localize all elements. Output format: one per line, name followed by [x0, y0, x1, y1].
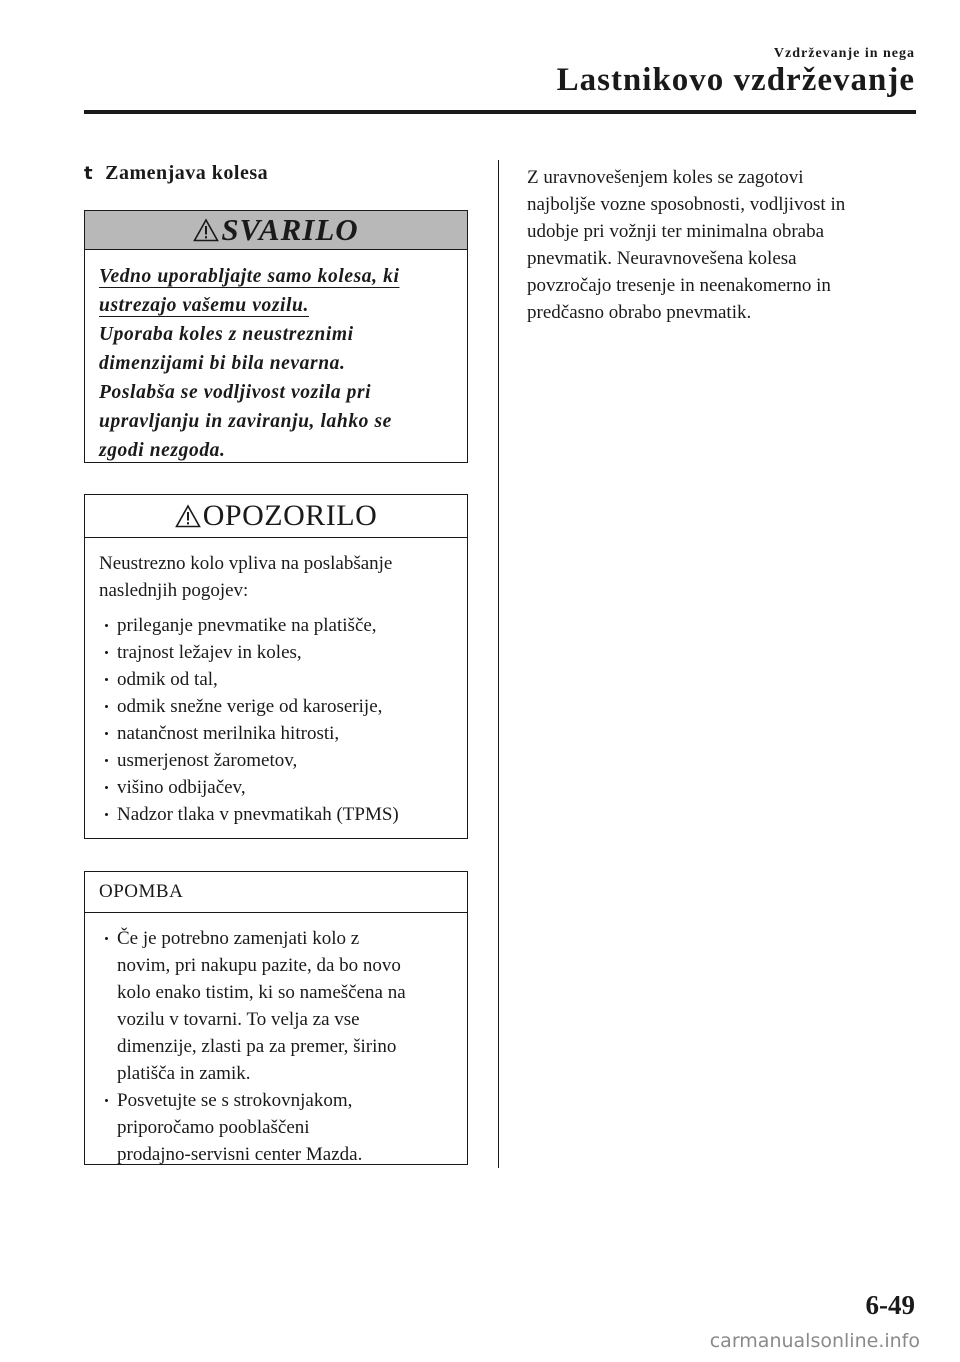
- bullet-icon: [105, 759, 108, 762]
- caution-body: [85, 538, 467, 828]
- bullet-icon: [105, 937, 108, 940]
- bullet-icon: [105, 651, 108, 654]
- page-number: 6-49: [865, 1290, 915, 1320]
- column-divider: [498, 160, 499, 1168]
- bullet-icon: [105, 624, 108, 627]
- caution-box-header: [85, 495, 467, 538]
- watermark: carmanualsonline.info: [709, 1330, 920, 1352]
- note-box-header: [85, 872, 467, 913]
- section-heading-text: Zamenjava kolesa: [105, 162, 269, 184]
- warning-line: dimenzijami bi bila nevarna.: [99, 353, 346, 374]
- warning-triangle-icon: [175, 504, 201, 528]
- header-section-label: Vzdrževanje in nega: [773, 46, 915, 61]
- note-body: [85, 913, 467, 1168]
- list-item: prileganje pnevmatike na platišče,: [99, 612, 453, 639]
- bullet-icon: [105, 732, 108, 735]
- list-item: usmerjenost žarometov,: [99, 747, 453, 774]
- caution-box: [84, 494, 468, 839]
- caution-list: [99, 612, 453, 828]
- list-item: natančnost merilnika hitrosti,: [99, 720, 453, 747]
- warning-triangle-icon: [193, 218, 219, 242]
- warning-line: Uporaba koles z neustreznimi: [99, 324, 354, 345]
- note-box: [84, 871, 468, 1165]
- section-heading: [84, 162, 268, 185]
- caution-intro-line: naslednjih pogojev:: [99, 580, 249, 601]
- warning-line: ustrezajo vašemu vozilu.: [99, 295, 309, 316]
- warning-body: [85, 250, 467, 465]
- list-item: trajnost ležajev in koles,: [99, 639, 453, 666]
- bullet-icon: [105, 705, 108, 708]
- caution-title: OPOZORILO: [202, 499, 378, 532]
- bullet-icon: [105, 1099, 108, 1102]
- bullet-icon: [105, 678, 108, 681]
- bullet-icon: [105, 786, 108, 789]
- note-list: [99, 925, 453, 1168]
- list-item: odmik snežne verige od karoserije,: [99, 693, 453, 720]
- caution-intro-line: Neustrezno kolo vpliva na poslabšanje: [99, 553, 393, 574]
- header-rule: [84, 110, 916, 114]
- warning-line: upravljanju in zaviranju, lahko se: [99, 411, 392, 432]
- warning-box: [84, 210, 468, 463]
- list-item: Posvetujte se s strokovnjakom, priporočamo pooblaščeni prodajno-servisni center Mazda.: [99, 1087, 453, 1168]
- warning-box-header: [85, 211, 467, 250]
- list-item: Če je potrebno zamenjati kolo z novim, pri nakupu pazite, da bo novo kolo enako tistim, ki so nameščena na vozilu v tovarni. To velja za vse dimenzije, zlasti pa za premer, širino platišča in zamik.: [99, 925, 453, 1087]
- list-item: Nadzor tlaka v pnevmatikah (TPMS): [99, 801, 453, 828]
- list-item: višino odbijačev,: [99, 774, 453, 801]
- list-item: odmik od tal,: [99, 666, 453, 693]
- warning-line: Vedno uporabljajte samo kolesa, ki: [99, 266, 400, 287]
- section-marker: t: [84, 163, 94, 184]
- bullet-icon: [105, 813, 108, 816]
- warning-line: Poslabša se vodljivost vozila pri: [99, 382, 372, 403]
- warning-title: SVARILO: [221, 212, 359, 247]
- warning-line: zgodi nezgoda.: [99, 440, 226, 461]
- page-title: Lastnikovo vzdrževanje: [556, 62, 915, 98]
- note-title: OPOMBA: [99, 881, 184, 902]
- right-column-paragraph: Z uravnovešenjem koles se zagotovi najboljše vozne sposobnosti, vodljivost in udobje pri vožnji ter minimalna obraba pnevmatik. Neuravnovešena kolesa povzročajo tresenje in neenakomerno in predčasno obrabo pnevmatik.: [527, 167, 846, 323]
